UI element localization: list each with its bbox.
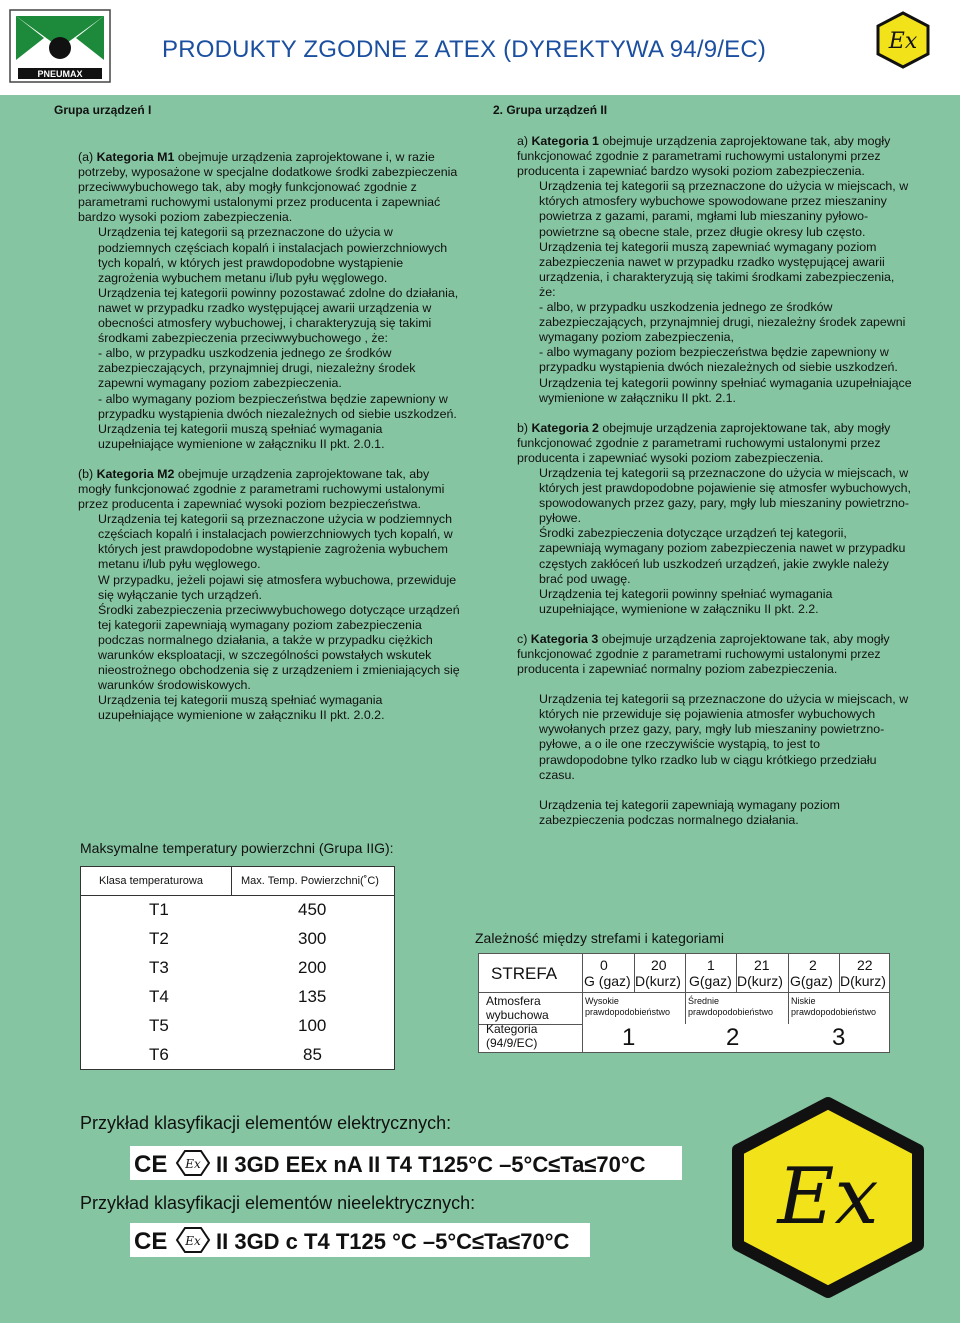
table-row [81,896,394,925]
temp-value: 300 [298,929,327,948]
nonelectric-marking [130,1223,590,1257]
temp-value: 450 [298,900,327,919]
category-1: 1 [622,1024,636,1051]
k1-p6: Urządzenia tej kategorii powinny spełniać wymagania uzupełniające wymienione w załączniku II pkt. 2.1. [539,375,912,405]
k3-p2: Urządzenia tej kategorii są przeznaczone do użycia w miejscach, w których nie przewiduje się pojawienia atmosfer wybuchowych wywołanych przez gazy, pary, mgły lub mieszaniny powietrzno-pyłowe, a o ile one rzeczywiście wystąpią, to jest to prawdopodobne tylko rzadko lub w ciągu krótkiego przedziału czasu. [539,692,909,782]
zones-table-title: Zależność między strefami i kategoriami [475,930,724,946]
page-header [0,0,960,95]
m1-p2: Urządzenia tej kategorii są przeznaczone do użycia w podziemnych częściach kopalń i instalacjach powierzchniowych tych kopalń, w których jest prawdopodobne wystąpienie zagrożenia wybuchem metanu i/lub pyłu węglowego. [98,225,448,285]
zone-22: 22 [857,957,873,973]
m1-p4: - albo, w przypadku uszkodzenia jednego ze środków zabezpieczających, przynajmniej drugi, niezależny środek zapewni wymagany poziom zabezpieczenia. [98,346,416,391]
k1-p5: - albo wymagany poziom bezpieczeństwa będzie zapewniony w przypadku wystąpienia dwóch niezależnych od siebie uszkodzeń. [539,345,898,375]
temperature-table-header [81,867,394,895]
k2-p2: Urządzenia tej kategorii są przeznaczone do użycia w miejscach, w których jest prawdopodobne pojawienie się atmosfer wybuchowych, spowodowanych przez gazy, pary, mgły lub mieszaniny powietrzno-pyłowe. [539,465,911,526]
nonelectric-example-title: Przykład klasyfikacji elementów nieelektrycznych: [80,1193,476,1213]
temp-class: T3 [149,958,169,977]
page-title: PRODUKTY ZGODNE Z ATEX (DYREKTYWA 94/9/EC) [162,36,767,63]
m2-p4: Środki zabezpieczenia przeciwwybuchowego dotyczące urządzeń tej kategorii zapewniają wymagany poziom zabezpieczenia podczas normalnego działania, a także w przypadku ciężkich warunków eksploatacji, w szczególności powstałych wskutek nieostrożnego obchodzenia się z urządzeniem i zmieniających się warunków środowiskowych. [98,602,460,693]
m1-p3: Urządzenia tej kategorii powinny pozostawać zdolne do działania, nawet w przypadku rzadko występującej awarii urządzenia w obecności atmosfery wybuchowej, i charakteryzują się takimi środkami zabezpieczenia przeciwwybuchowego , że: [98,285,459,346]
k3-p3: Urządzenia tej kategorii zapewniają wymagany poziom zabezpieczenia podczas normalnego działania. [539,797,840,827]
col-temp-header: Max. Temp. Powierzchni(˚C) [241,875,379,887]
zone-2-sub: G(gaz) [790,973,833,989]
group-two-heading: 2. Grupa urządzeń II [493,103,608,117]
ex-hexagon-icon [874,10,932,70]
table-row [81,1041,394,1070]
zone-21: 21 [754,957,770,973]
k1-p3: Urządzenia tej kategorii muszą zapewniać wymagany poziom zabezpieczenia nawet w przypadku rzadko występującej awarii urządzenia, i charakteryzują się takimi środkami zabezpieczenia, że: [539,239,895,299]
zone-22-sub: D(kurz) [840,973,886,989]
atmosphere-high: Wysokie prawdopodobieństwo [585,996,671,1017]
m1-p6: Urządzenia tej kategorii muszą spełniać wymagania uzupełniające wymienione w załączniku II pkt. 2.0.1. [98,421,385,451]
col-class-header: Klasa temperaturowa [99,875,203,887]
atmosphere-label: Atmosfera wybuchowa [486,994,549,1022]
temp-class: T5 [149,1016,169,1035]
zone-2: 2 [809,957,817,973]
ex-large-text: Ex [777,1152,879,1242]
atmosphere-low: Niskie prawdopodobieństwo [791,996,877,1017]
k1-p4: - albo, w przypadku uszkodzenia jednego ze środków zabezpieczających, przynajmniej drugi, niezależny środek zapewni wymagany poziom zabezpieczenia, [539,300,906,345]
ex-mark-icon: Ex [185,1234,201,1248]
pneumax-logo [8,8,112,84]
temp-class: T2 [149,929,169,948]
strefa-label: STREFA [491,964,558,983]
temp-class: T1 [149,900,169,919]
temp-class: T6 [149,1045,169,1064]
table-row [81,1012,394,1041]
k1-p2: Urządzenia tej kategorii są przeznaczone do użycia w miejscach, w których atmosfery wybuchowe spowodowane przez mieszaniny powietrza z gazami, parami, mgłami lub mieszaniny pyłowo-powietrzne są obecne stale, przez długie okresy lub często. [539,179,909,239]
m1-paragraph: (a) Kategoria M1 obejmuje urządzenia zaprojektowane i, w razie potrzeby, wyposażone w specjalne dodatkowe środki zabezpieczenia przeciwwybuchowego tak, aby mogły funkcjonować zgodnie z parametrami ruchowymi ustalonymi przez producenta i zapewniać bardzo wysoki poziom zabezpieczenia. [78,150,458,225]
temp-value: 200 [298,958,327,977]
zone-0-sub: G (gaz) [584,973,631,989]
m2-p3: W przypadku, jeżeli pojawi się atmosfera wybuchowa, przewiduje się wyłączanie tych urządzeń. [98,572,457,602]
badge-text: Ex [888,29,918,54]
m1-label: Kategoria M1 [96,150,175,164]
category-2: 2 [726,1024,740,1051]
electric-marking [130,1146,682,1180]
k3-label: Kategoria 3 [530,631,599,646]
k2-p3: Środki zabezpieczenia dotyczące urządzeń tej kategorii, zapewniają wymagany poziom zabezpieczenia nawet w przypadku częstych zakłóceń lub uszkodzeń urządzeń, jakie zwykle należy brać pod uwagę. [539,526,906,586]
ex-mark-icon: Ex [185,1157,201,1171]
group-two-text [517,134,912,828]
zones-table [478,953,890,1053]
temp-value: 85 [303,1045,322,1064]
group-one-heading: Grupa urządzeń I [54,103,152,117]
electric-example-title: Przykład klasyfikacji elementów elektrycznych: [80,1113,452,1133]
m2-label: Kategoria M2 [96,466,175,481]
zone-1-sub: G(gaz) [689,973,732,989]
m2-paragraph: (b) Kategoria M2 obejmuje urządzenia zaprojektowane tak, aby mogły funkcjonować zgodnie z parametrami ruchowymi ustalonymi przez producenta i zapewniać wysoki poziom bezpieczeństwa. [78,466,445,512]
zone-20: 20 [651,957,667,973]
nonelectric-marking-text: II 3GD c T4 T125 °C –5°C≤Ta≤70°C [216,1229,570,1254]
k1-label: Kategoria 1 [531,134,599,148]
table-row [81,925,394,954]
zone-0: 0 [600,957,608,973]
k2-p4: Urządzenia tej kategorii powinny spełniać wymagania uzupełniające, wymienione w załączniku II pkt. 2.2. [539,586,833,616]
temperature-table [80,866,395,1070]
ce-mark: CE [134,1151,168,1178]
m2-p2: Urządzenia tej kategorii są przeznaczone użycia w podziemnych częściach kopalń i instalacjach powierzchniowych tych kopalń, w których jest prawdopodobne wystąpienie zagrożenia wybuchem metanu i/lub pyłu węglowego. [98,512,453,572]
temp-value: 100 [298,1016,327,1035]
ex-large-hexagon-icon [728,1095,928,1300]
group-one-text [78,150,460,723]
logo-text: PNEUMAX [37,69,83,79]
temp-class: T4 [149,987,169,1006]
k2-paragraph: b) Kategoria 2 obejmuje urządzenia zaprojektowane tak, aby mogły funkcjonować zgodnie z parametrami ruchowymi ustalonymi przez producenta i zapewniać wysoki poziom zabezpieczenia. [517,420,891,465]
zone-20-sub: D(kurz) [635,973,681,989]
electric-marking-text: II 3GD EEx nA II T4 T125°C –5°C≤Ta≤70°C [216,1152,646,1177]
zone-21-sub: D(kurz) [737,973,783,989]
category-label: Kategoria (94/9/EC) [486,1022,538,1050]
temp-value: 135 [298,987,327,1006]
table-row [81,954,394,983]
table-row [81,983,394,1012]
temperature-table-title: Maksymalne temperatury powierzchni (Grupa IIG): [80,840,394,856]
m2-p5: Urządzenia tej kategorii muszą spełniać wymagania uzupełniające wymienione w załączniku II pkt. 2.0.2. [98,693,385,723]
zone-1: 1 [707,957,715,973]
m1-p5: - albo wymagany poziom bezpieczeństwa będzie zapewniony w przypadku wystąpienia dwóch niezależnych od siebie uszkodzeń. [98,391,457,421]
atmosphere-mid: Średnie prawdopodobieństwo [688,996,774,1017]
category-3: 3 [832,1024,846,1051]
ce-mark: CE [134,1228,168,1255]
k1-paragraph: a) Kategoria 1 obejmuje urządzenia zaprojektowane tak, aby mogły funkcjonować zgodnie z parametrami ruchowymi ustalonymi przez producenta i zapewniać bardzo wysoki poziom zabezpieczenia. [517,134,891,179]
k3-paragraph: c) Kategoria 3 obejmuje urządzenia zaprojektowane tak, aby mogły funkcjonować zgodnie z parametrami ruchowymi ustalonymi przez producenta i zapewniać normalny poziom zabezpieczenia. [517,631,890,677]
k2-label: Kategoria 2 [531,420,599,435]
